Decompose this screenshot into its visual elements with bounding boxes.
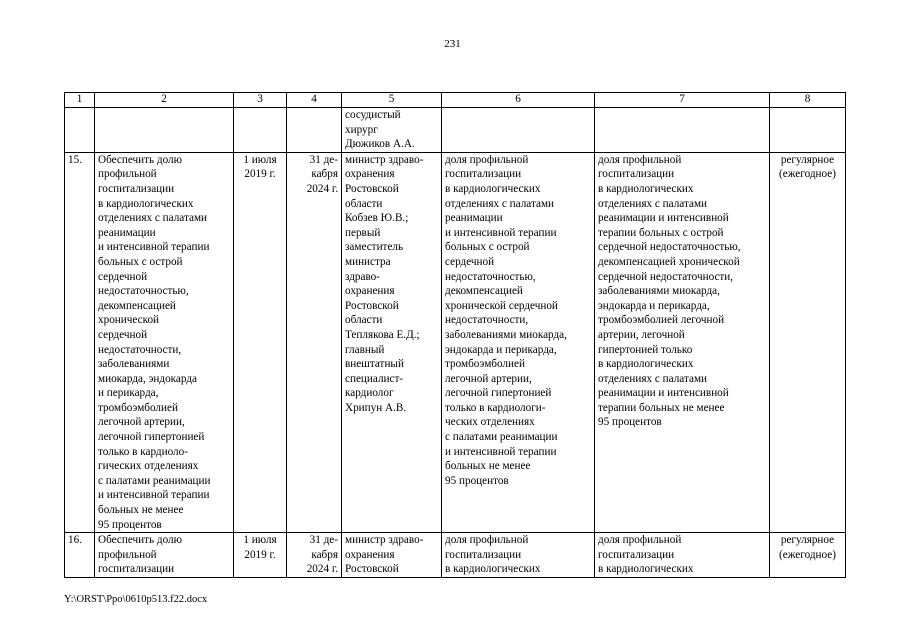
end-date-cell: 31 де- кабря 2024 г. (287, 533, 342, 578)
table-row (65, 533, 846, 578)
period-cell: регулярное (ежегодное) (770, 533, 846, 578)
responsible-cell: министр здраво- охранения Ростовской области Кобзев Ю.В.; первый заместитель министра здраво- охранения Ростовской области Теплякова Е.Д.; главный внештатный специалист- кардиолог Хрипун А.В. (342, 152, 442, 532)
page-number: 231 (444, 38, 461, 50)
footer-file-path: Y:\ORST\Ppo\0610p513.f22.docx (64, 594, 208, 605)
col-header: 4 (287, 93, 342, 108)
col-header: 8 (770, 93, 846, 108)
col-header: 1 (65, 93, 95, 108)
start-date-cell: 1 июля 2019 г. (234, 533, 287, 578)
indicator-cell: доля профильной госпитализации в кардиологических отделениях с палатами реанимации и интенсивной терапии больных с острой сердечной недостаточностью, декомпенсацией хронической сердечной недостаточности, заболеваниями миокарда, эндокарда и перикарда, тромбоэмболией легочной артерии, легочной гипертонией только в кардиологи- ческих отделениях с палатами реанимации и интенсивной терапии больных не менее 95 процентов (442, 152, 595, 532)
row-number: 16. (65, 533, 95, 578)
result-cell: доля профильной госпитализации в кардиологических (595, 533, 770, 578)
col-header: 5 (342, 93, 442, 108)
plan-table (64, 92, 846, 578)
col-header: 3 (234, 93, 287, 108)
responsible-cell: министр здраво- охранения Ростовской (342, 533, 442, 578)
start-date-cell: 1 июля 2019 г. (234, 152, 287, 532)
col-header: 6 (442, 93, 595, 108)
col-header: 2 (95, 93, 234, 108)
task-cell: Обеспечить долю профильной госпитализации (95, 533, 234, 578)
task-cell: Обеспечить долю профильной госпитализации в кардиологических отделениях с палатами реанимации и интенсивной терапии больных с острой сердечной недостаточностью, декомпенсацией хронической сердечной недостаточности, заболеваниями миокарда, эндокарда и перикарда, тромбоэмболией легочной артерии, легочной гипертонией только в кардиоло- гических отделениях с палатами реанимации и интенсивной терапии больных не менее 95 процентов (95, 152, 234, 532)
responsible-cell: сосудистый хирург Дюжиков А.А. (342, 108, 442, 153)
period-cell: регулярное (ежегодное) (770, 152, 846, 532)
result-cell: доля профильной госпитализации в кардиологических отделениях с палатами реанимации и интенсивной терапии больных с острой сердечной недостаточностью, декомпенсацией хронической сердечной недостаточности, заболеваниями миокарда, эндокарда и перикарда, тромбоэмболией легочной артерии, легочной гипертонией только в кардиологических отделениях с палатами реанимации и интенсивной терапии больных не менее 95 процентов (595, 152, 770, 532)
continuation-row (65, 108, 846, 153)
header-row (65, 93, 846, 108)
end-date-cell: 31 де- кабря 2024 г. (287, 152, 342, 532)
row-number: 15. (65, 152, 95, 532)
indicator-cell: доля профильной госпитализации в кардиологических (442, 533, 595, 578)
table-row (65, 152, 846, 532)
col-header: 7 (595, 93, 770, 108)
